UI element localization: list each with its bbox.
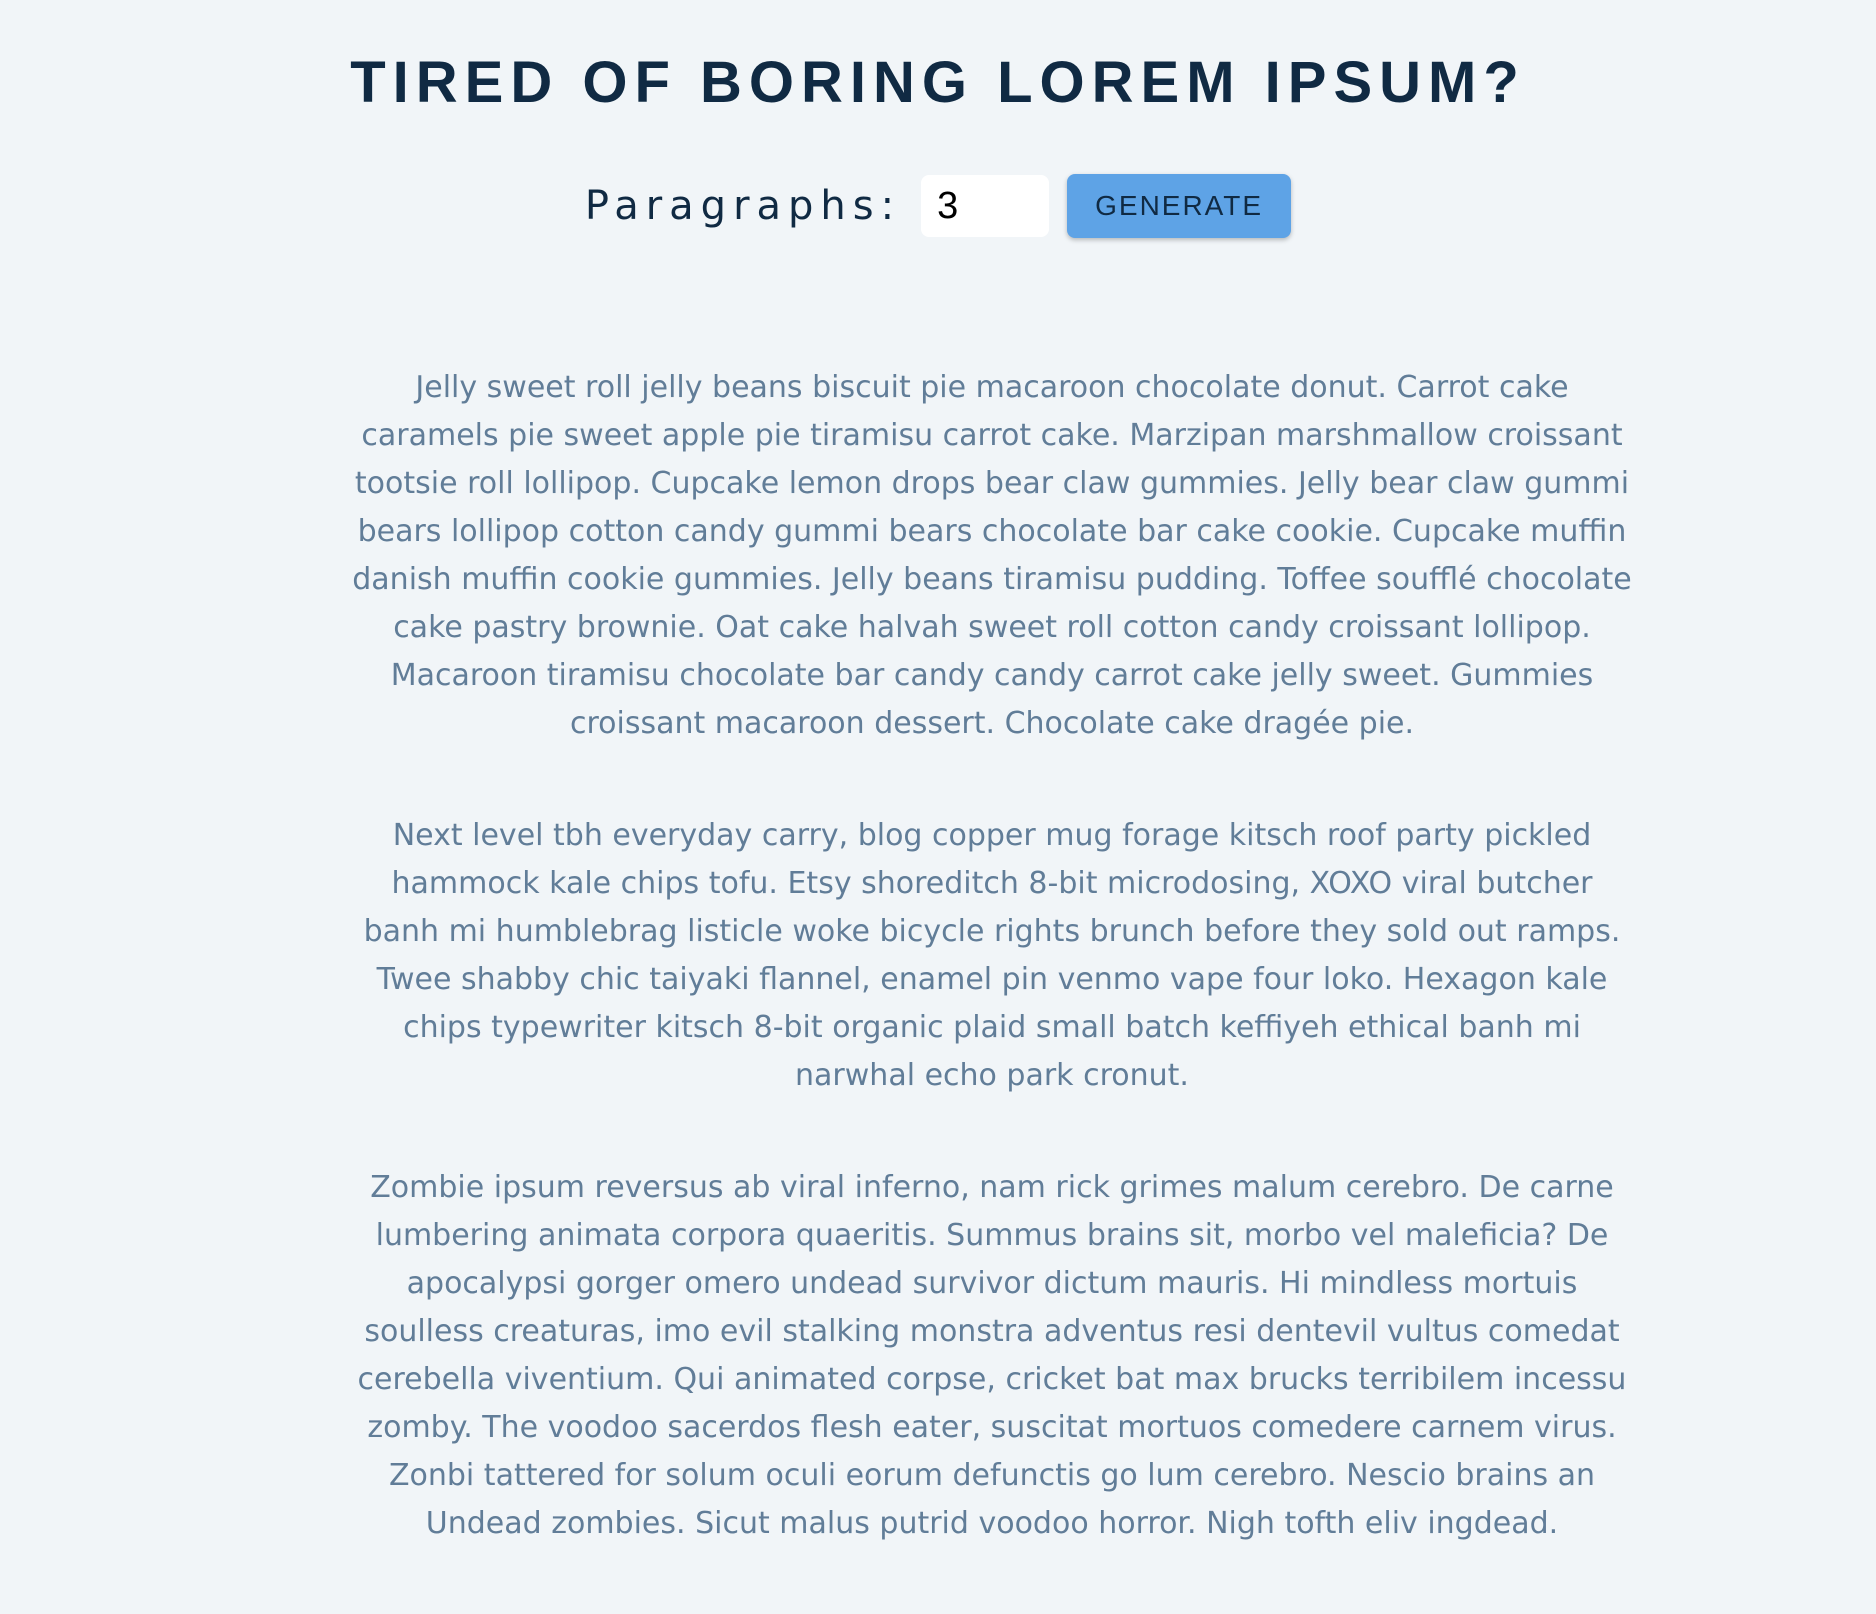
paragraph: Jelly sweet roll jelly beans biscuit pie macaroon chocolate donut. Carrot cake caramels pie sweet apple pie tiramisu carrot cake. Marzipan marshmallow croissant tootsie roll lollipop. Cupcake lemon drops bear claw gummies. Jelly bear claw gummi bears lollipop cotton candy gummi bears chocolate bar cake cookie. Cupcake muffin danish muffin cookie gummies. Jelly beans tiramisu pudding. Toffee soufflé chocolate cake pastry brownie. Oat cake halvah sweet roll cotton candy croissant lollipop. Macaroon tiramisu chocolate bar candy candy carrot cake jelly sweet. Gummies croissant macaroon dessert. Chocolate cake dragée pie.: [352, 370, 1632, 741]
generate-button[interactable]: GENERATE: [1067, 174, 1291, 238]
paragraphs-label: Paragraphs:: [584, 183, 902, 229]
paragraph: Next level tbh everyday carry, blog copper mug forage kitsch roof party pickled hammock kale chips tofu. Etsy shoreditch 8-bit microdosing, XOXO viral butcher banh mi humblebrag listicle woke bicycle rights brunch before they sold out ramps. Twee shabby chic taiyaki flannel, enamel pin venmo vape four loko. Hexagon kale chips typewriter kitsch 8-bit organic plaid small batch keffiyeh ethical banh mi narwhal echo park cronut.: [363, 818, 1621, 1093]
page-title: TIRED OF BORING LOREM IPSUM?: [350, 50, 1526, 115]
paragraph-count-input[interactable]: [921, 175, 1049, 237]
lorem-form: [0, 174, 1876, 238]
generated-text: [352, 364, 1632, 1612]
paragraph: Zombie ipsum reversus ab viral inferno, nam rick grimes malum cerebro. De carne lumbering animata corpora quaeritis. Summus brains sit, morbo vel maleficia? De apocalypsi gorger omero undead survivor dictum mauris. Hi mindless mortuis soulless creaturas, imo evil stalking monstra adventus resi dentevil vultus comedat cerebella viventium. Qui animated corpse, cricket bat max brucks terribilem incessu zomby. The voodoo sacerdos flesh eater, suscitat mortuos comedere carnem virus. Zonbi tattered for solum oculi eorum defunctis go lum cerebro. Nescio brains an Undead zombies. Sicut malus putrid voodoo horror. Nigh tofth eliv ingdead.: [357, 1170, 1627, 1541]
